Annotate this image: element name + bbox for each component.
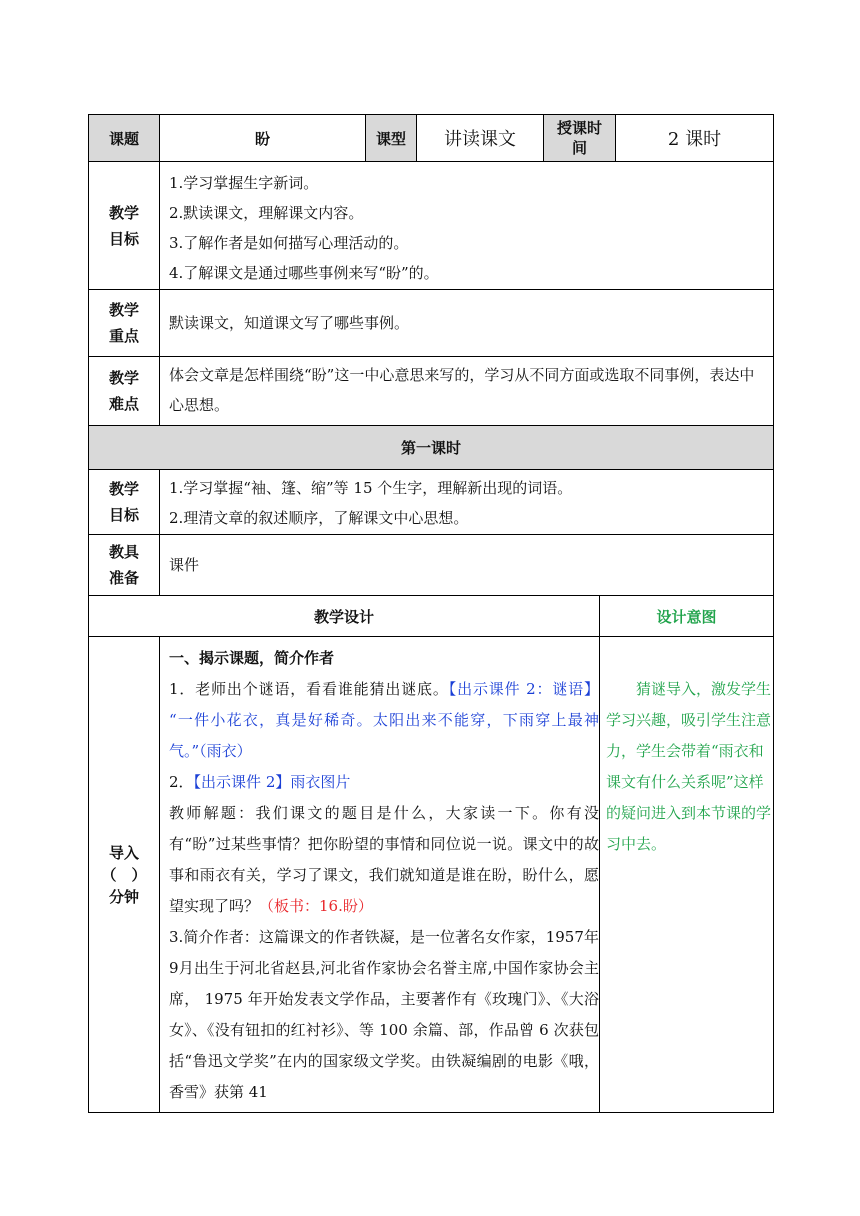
focus-row — [89, 290, 773, 357]
intro-step-2-num: 2． — [169, 773, 194, 791]
section-title-row — [89, 426, 773, 470]
intro-step-explain — [169, 798, 599, 922]
intro-label — [89, 637, 160, 1112]
time-label: 授课时间 — [544, 115, 616, 161]
header-row — [89, 115, 773, 162]
intro-row — [89, 637, 773, 1112]
intro-step-1 — [169, 674, 599, 767]
intro-step-2 — [169, 767, 599, 798]
focus-label: 教学重点 — [89, 290, 160, 356]
difficulty-text: 体会文章是怎样围绕“盼”这一中心意思来写的，学习从不同方面或选取不同事例，表达中心思想。 — [169, 366, 755, 414]
board-note: （板书：16.盼） — [259, 897, 373, 915]
time-value: 2 课时 — [667, 129, 722, 150]
tools-text: 课件 — [169, 556, 200, 574]
goals-label: 教学目标 — [89, 162, 160, 289]
courseware-raincoat: 【出示课件 2】雨衣图片 — [193, 773, 351, 791]
courseware-riddle: 【出示课件 2：谜语】 “一件小花衣，真是好稀奇。太阳出来不能穿，下雨穿上最神气。”（雨衣） — [169, 680, 600, 760]
goal-item: 3.了解作者是如何描写心理活动的。 — [169, 234, 409, 252]
topic-value: 盼 — [160, 115, 366, 161]
lesson-goals-row — [89, 470, 773, 535]
intro-explain-text: 教师解题：我们课文的题目是什么，大家读一下。你有没有“盼”过某些事情？把你盼望的事情和同位说一说。课文中的故事和雨衣有关，学习了课文，我们就知道是谁在盼，盼什么，愿望实现了吗？ — [169, 804, 599, 915]
lesson-goal-item: 2.理清文章的叙述顺序，了解课文中心思想。 — [169, 509, 469, 527]
design-heading: 教学设计 — [89, 596, 600, 636]
goal-item: 4.了解课文是通过哪些事例来写“盼”的。 — [169, 264, 439, 282]
section-title: 第一课时 — [400, 439, 461, 457]
intro-step-1-text: 1．老师出个谜语，看看谁能猜出谜底。 — [169, 680, 449, 698]
focus-text: 默读课文，知道课文写了哪些事例。 — [169, 314, 410, 332]
intro-label-mid: （ ） — [101, 865, 147, 884]
difficulty-label: 教学难点 — [89, 357, 160, 425]
lesson-goals-list — [160, 470, 773, 534]
lesson-plan-table — [88, 114, 774, 1113]
tools-row — [89, 535, 773, 596]
difficulty-row — [89, 357, 773, 426]
intro-label-bot: 分钟 — [108, 887, 139, 906]
intro-step-author: 3.简介作者：这篇课文的作者铁凝，是一位著名女作家，1957年9月出生于河北省赵县,河北省作家协会名誉主席,中国作家协会主席， 1975 年开始发表文学作品，主要著作有《玫瑰门》、《大浴女》、《没有钮扣的红衬衫》、等 100 余篇、部，作品曾 6 次获包括“鲁迅文学奖”在内的国家级文学奖。由铁凝编剧的电影《哦，香雪》获第 41 — [169, 928, 599, 1101]
topic-label: 课题 — [89, 115, 160, 161]
goals-list — [160, 162, 773, 289]
intro-label-top: 导入 — [108, 843, 139, 862]
tools-label: 教具准备 — [89, 535, 160, 595]
intent-heading: 设计意图 — [656, 607, 717, 626]
goal-item: 2.默读课文，理解课文内容。 — [169, 204, 364, 222]
lesson-goal-item: 1.学习掌握“袖、篷、缩”等 15 个生字，理解新出现的词语。 — [169, 479, 573, 497]
intro-heading: 一、揭示课题，简介作者 — [169, 649, 335, 667]
lesson-goals-label: 教学目标 — [89, 470, 160, 534]
design-header-row — [89, 596, 773, 637]
intro-design — [160, 637, 600, 1112]
type-value: 讲读课文 — [417, 115, 544, 161]
type-label: 课型 — [366, 115, 417, 161]
goals-row — [89, 162, 773, 290]
goal-item: 1.学习掌握生字新词。 — [169, 174, 319, 192]
intro-intent: 猜谜导入，激发学生学习兴趣，吸引学生注意力，学生会带着“雨衣和课文有什么关系呢”这样的疑问进入到本节课的学习中去。 — [606, 680, 772, 853]
